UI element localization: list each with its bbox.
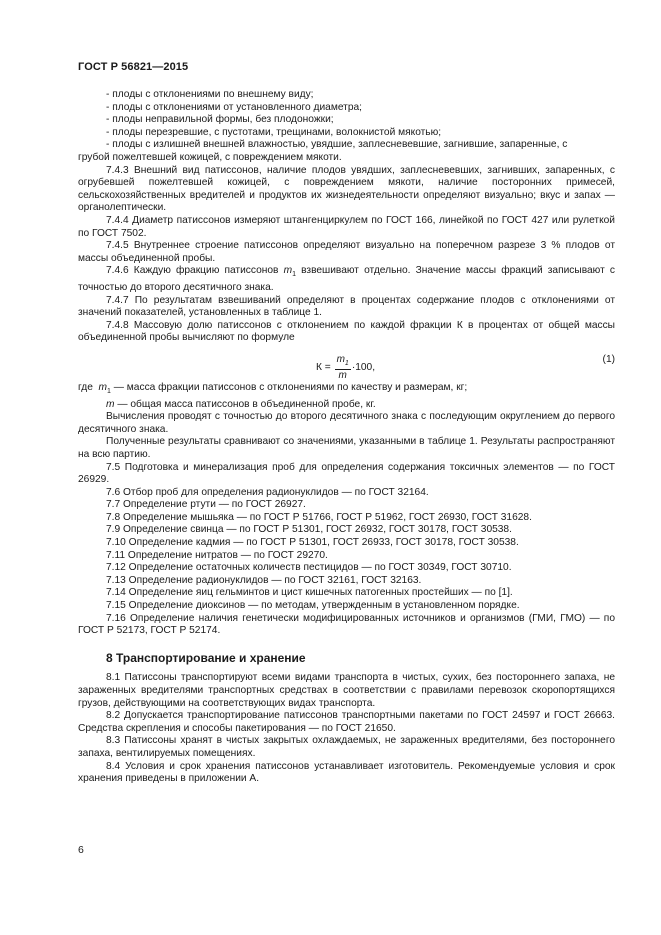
paragraph-7-12: 7.12 Определение остаточных количеств пестицидов — по ГОСТ 30349, ГОСТ 30710.: [106, 562, 512, 574]
formula-fraction: [335, 354, 351, 381]
list-item: - плоды с отклонениями от установленного диаметра;: [106, 101, 362, 113]
paragraph-7-4-3: 7.4.3 Внешний вид патиссонов, наличие плодов увядших, заплесневевших, загнивших, запаренных, с огрубевшей пожелтевшей кожицей, с повреждением мякоти, наличие посторонних примесей, сельскохозяйственных вредителей и продуктов их жизнедеятельности определяют визуально; вкус и запах — органолептически.: [78, 164, 615, 214]
formula-where-1: где $m_1$ — масса фракции патиссонов с отклонениями по качеству и размерам, кг;: [78, 381, 468, 395]
list-item: - плоды с отклонениями по внешнему виду;: [106, 89, 314, 100]
paragraph: Полученные результаты сравнивают со значениями, указанными в таблице 1. Результаты распространяют на всю партию.: [78, 436, 615, 460]
variable-subscript: 1: [292, 271, 296, 279]
paragraph-7-14: 7.14 Определение яиц гельминтов и цист кишечных патогенных простейших — по [1].: [106, 587, 513, 599]
list-item: - плоды неправильной формы, без плодоножки;: [106, 114, 334, 126]
formula-where-2: m — общая масса патиссонов в объединенной пробе, кг.: [106, 398, 376, 410]
paragraph-7-4-6: 7.4.6 Каждую фракцию патиссонов $m_1$ взвешивают отдельно. Значение массы фракций записывают с точностью до второго десятичного знака.: [78, 265, 615, 293]
page-body: [78, 89, 615, 786]
paragraph-7-13: 7.13 Определение радионуклидов — по ГОСТ 32161, ГОСТ 32163.: [106, 574, 422, 586]
paragraph-8-4: 8.4 Условия и срок хранения патиссонов устанавливает изготовитель. Рекомендуемые условия и срок хранения приведены в приложении А.: [78, 760, 615, 785]
paragraph: Вычисления проводят с точностью до второго десятичного знака с последующим округлением до первого десятичного знака.: [78, 411, 615, 435]
paragraph-7-4-7: 7.4.7 По результатам взвешиваний определяют в процентах содержание плодов с отклонениями от значений показателей, установленных в таблице 1.: [78, 294, 615, 319]
formula-numerator: $m_1$: [335, 354, 351, 370]
paragraph-7-10: 7.10 Определение кадмия — по ГОСТ Р 51301, ГОСТ 26933, ГОСТ 30178, ГОСТ 30538.: [106, 537, 519, 549]
paragraph-8-1: 8.1 Патиссоны транспортируют всеми видами транспорта в чистых, сухих, без постороннего запаха, не зараженных вредителями транспортных средствах в соответствии с правилами перевозок скоропортящихся грузов, действующими на соответствующих видах транспорта.: [78, 672, 615, 709]
page-number: 6: [78, 844, 84, 856]
paragraph-7-11: 7.11 Определение нитратов — по ГОСТ 29270.: [106, 549, 328, 561]
paragraph-7-16: 7.16 Определение наличия генетически модифицированных источников и организмов (ГМИ, ГМО) — по ГОСТ Р 52173, ГОСТ Р 52174.: [78, 612, 615, 637]
formula-1: [78, 348, 615, 382]
variable-m: m: [283, 265, 293, 277]
paragraph-7-7: 7.7 Определение ртути — по ГОСТ 26927.: [106, 499, 306, 511]
paragraph-7-4-4: 7.4.4 Диаметр патиссонов измеряют штангенциркулем по ГОСТ 166, линейкой по ГОСТ 427 или рулеткой по ГОСТ 7502.: [78, 214, 615, 239]
paragraph-8-3: 8.3 Патиссоны хранят в чистых закрытых охлаждаемых, не зараженных вредителями, без постороннего запаха, вентилируемых помещениях.: [78, 735, 615, 759]
document-header: ГОСТ Р 56821—2015: [78, 61, 189, 73]
list-item: - плоды с излишней внешней влажностью, увядшие, заплесневевшие, загнившие, запаренные, с: [106, 139, 568, 151]
list-item: - плоды перезревшие, с пустотами, трещинами, волокнистой мякотью;: [106, 126, 442, 138]
formula-rhs: ·100,: [351, 362, 376, 374]
formula-denominator: m: [338, 369, 347, 381]
paragraph-7-4-8: 7.4.8 Массовую долю патиссонов с отклонением по каждой фракции К в процентах от общей массы объединенной пробы вычисляют по формуле: [78, 319, 615, 344]
paragraph-8-2: 8.2 Допускается транспортирование патиссонов транспортными пакетами по ГОСТ 24597 и ГОСТ 26663. Средства скрепления и способы пакетирования — по ГОСТ 21650.: [78, 710, 615, 734]
paragraph-7-9: 7.9 Определение свинца — по ГОСТ Р 51301, ГОСТ 26932, ГОСТ 30178, ГОСТ 30538.: [106, 524, 512, 536]
formula-number: (1): [602, 353, 615, 365]
formula-lhs: К =: [316, 362, 331, 374]
formula-expression: [316, 354, 375, 381]
paragraph-7-4-5: 7.4.5 Внутреннее строение патиссонов определяют визуально на поперечном разрезе 3 % плодов от массы объединенной пробы.: [78, 240, 615, 264]
list-item-continuation: грубой пожелтевшей кожицей, с повреждением мякоти.: [78, 151, 342, 163]
section-8-heading: 8 Транспортирование и хранение: [106, 650, 306, 665]
paragraph-7-15: 7.15 Определение диоксинов — по методам, утвержденным в установленном порядке.: [106, 600, 520, 612]
paragraph-7-8: 7.8 Определение мышьяка — по ГОСТ Р 51766, ГОСТ Р 51962, ГОСТ 26930, ГОСТ 31628.: [106, 511, 532, 523]
paragraph-7-6: 7.6 Отбор проб для определения радионуклидов — по ГОСТ 32164.: [106, 486, 429, 498]
paragraph-7-5: 7.5 Подготовка и минерализация проб для определения содержания токсичных элементов — по ГОСТ 26929.: [78, 461, 615, 486]
